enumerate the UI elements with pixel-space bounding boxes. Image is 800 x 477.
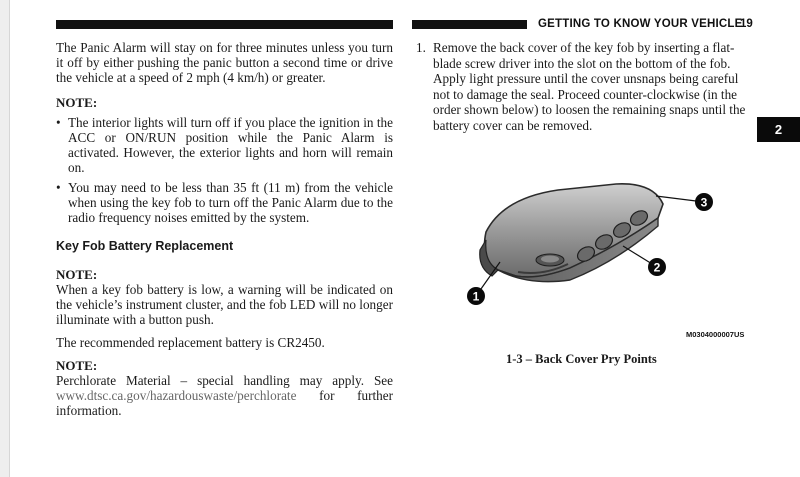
panic-alarm-paragraph: The Panic Alarm will stay on for three minutes unless you turn it off by either pushing the panic button a second time or drive the vehicle at a speed of 2 mph (4 km/h) or greater.	[56, 40, 393, 85]
battery-type-paragraph: The recommended replacement battery is CR2450.	[56, 335, 325, 350]
running-header-title: GETTING TO KNOW YOUR VEHICLE	[538, 18, 743, 30]
left-column	[56, 40, 393, 418]
note-label: NOTE:	[56, 95, 98, 110]
perchlorate-note: Perchlorate Material – special handling may apply. See www.dtsc.ca.gov/hazardouswaste/perchlorate for further information.	[56, 373, 393, 418]
header-rule-left	[56, 20, 393, 29]
right-column	[412, 40, 752, 133]
callout-1	[467, 287, 485, 305]
page-number: 19	[740, 18, 753, 30]
section-heading: Key Fob Battery Replacement	[56, 239, 234, 253]
callout-2	[648, 258, 666, 276]
callout-3-label: 3	[700, 195, 708, 210]
key-fob-body	[480, 184, 663, 282]
note-label: NOTE:	[56, 358, 98, 373]
page-left-edge	[0, 0, 10, 477]
section-tab: 2	[757, 117, 800, 142]
note-bullet: • You may need to be less than 35 ft (11 m) from the vehicle when using the key fob to turn off the Panic Alarm due to the radio frequency noises emitted by the system.	[56, 180, 393, 225]
figure-caption: 1-3 – Back Cover Pry Points	[506, 352, 657, 366]
step-text: Remove the back cover of the key fob by inserting a flat-blade screw driver into the slot on the bottom of the fob. Apply light pressure until the cover unsnaps being careful not to damage the seal. Proceed counter-clockwise (in the order shown below) to loosen the remaining snaps until the battery cover can be removed.	[433, 40, 746, 133]
callout-2-label: 2	[653, 260, 661, 275]
callout-3-marker	[694, 192, 714, 212]
step-number: 1.	[416, 40, 426, 55]
note-label: NOTE:	[56, 267, 98, 282]
figure-code: M0304000007US	[686, 330, 745, 339]
low-battery-note: When a key fob battery is low, a warning will be indicated on the vehicle’s instrument cluster, and the fob LED will no longer illuminate with a button push.	[56, 282, 393, 327]
perchlorate-link[interactable]: www.dtsc.ca.gov/hazardouswaste/perchlorate	[56, 388, 297, 403]
callout-1-label: 1	[472, 289, 480, 304]
header-rule-right	[412, 20, 527, 29]
note-bullet: • The interior lights will turn off if you place the ignition in the ACC or ON/RUN position while the Panic Alarm is activated. However, the exterior lights and horn will remain on.	[56, 115, 393, 175]
note-bullet-list	[56, 115, 393, 225]
key-fob-illustration	[458, 176, 708, 316]
